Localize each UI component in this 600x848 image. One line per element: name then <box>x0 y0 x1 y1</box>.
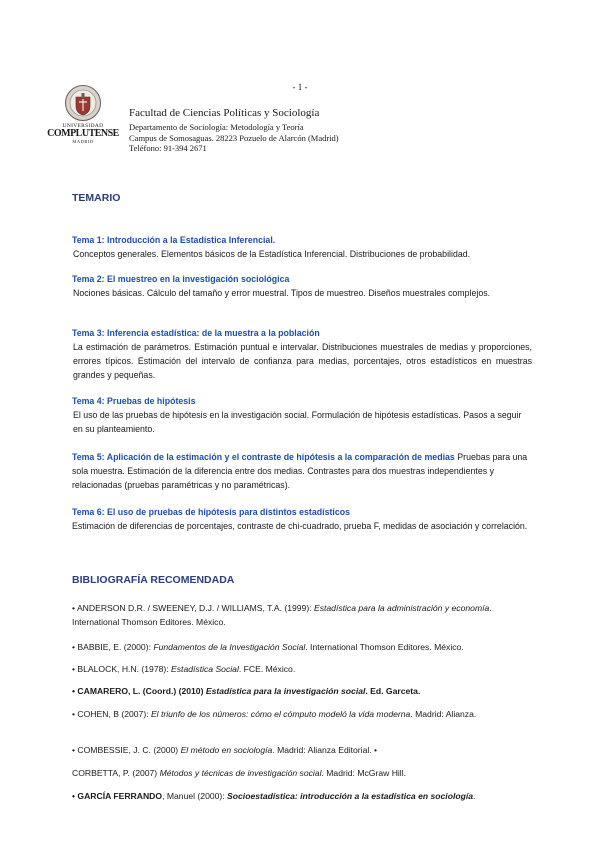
tema-title: Tema 4: Pruebas de hipótesis <box>72 396 196 406</box>
phone-number: Teléfono: 91-394 2671 <box>129 143 207 153</box>
bib-rest: . International Thomson Editores. México. <box>72 603 492 627</box>
bib-entry-6 <box>72 743 532 757</box>
bib-title: Socioestadística: introducción a la estadística en sociología <box>227 791 473 801</box>
tema-1 <box>72 233 532 261</box>
bib-title: El método en sociología <box>180 745 273 755</box>
bib-author: BLALOCK, H.N. (1978): <box>77 664 172 674</box>
bib-title: Estadística Social <box>171 664 239 674</box>
bullet-icon: • <box>72 642 76 652</box>
logo-line-complutense: COMPLUTENSE <box>47 128 119 139</box>
bib-author: COHEN, B (2007): <box>77 709 151 719</box>
bib-title: Fundamentos de la Investigación Social <box>153 642 306 652</box>
bib-entry-7 <box>72 766 532 780</box>
tema-4 <box>72 394 532 436</box>
bib-author: CAMARERO, L. (Coord.) (2010) <box>77 686 206 696</box>
temario-heading: TEMARIO <box>72 192 121 204</box>
bib-rest: . <box>473 791 476 801</box>
university-logo <box>46 84 120 150</box>
bib-author-rest: , Manuel (2000): <box>162 791 228 801</box>
bullet-icon: • <box>72 686 76 696</box>
tema-title: Tema 3: Inferencia estadística: de la muestra a la población <box>72 328 320 338</box>
tema-body: La estimación de parámetros. Estimación puntual e intervalar. Distribuciones muestrales de medias y proporciones, errores típicos. Estimación del intervalo de confianza para medias, porcentajes, otros estadísticos en muestras grandes y pequeñas. <box>73 342 532 380</box>
bib-author: GARCÍA FERRANDO <box>77 791 163 801</box>
crest-icon <box>64 84 102 122</box>
department-name: Departamento de Sociología: Metodología y Teoría <box>129 122 304 132</box>
bib-rest: . FCE. México. <box>238 664 296 674</box>
page-number: - 1 - <box>292 82 308 92</box>
bib-rest: . Madrid: Alianza. <box>410 709 477 719</box>
bullet-icon: • <box>72 709 76 719</box>
bib-rest: . Ed. Garceta. <box>365 686 421 696</box>
tema-2 <box>72 272 532 300</box>
bullet-icon: • <box>72 664 76 674</box>
bib-title: El triunfo de los números: cómo el cómputo modeló la vida moderna <box>150 709 411 719</box>
bib-rest: . Madrid: McGraw Hill. <box>321 768 407 778</box>
bib-author: CORBETTA, P. (2007) <box>72 768 160 778</box>
tema-body: Nociones básicas. Cálculo del tamaño y error muestral. Tipos de muestreo. Diseños muestrales complejos. <box>73 288 491 298</box>
tema-body: El uso de las pruebas de hipótesis en la investigación social. Formulación de hipótesis estadísticas. Pasos a seguir en su planteamiento. <box>73 410 522 434</box>
bib-author: COMBESSIE, J. C. (2000) <box>77 745 181 755</box>
tema-title: Tema 1: Introducción a la Estadística Inferencial. <box>72 235 276 245</box>
bib-title: Métodos y técnicas de investigación social <box>159 768 322 778</box>
tema-3 <box>72 326 532 382</box>
bib-entry-8 <box>72 789 532 803</box>
bullet-icon: • <box>72 603 76 613</box>
bib-title: Estadística para la administración y economía <box>313 603 490 613</box>
tema-body: Estimación de diferencias de porcentajes, contraste de chi-cuadrado, prueba F, medidas de asociación y correlación. <box>72 521 528 531</box>
tema-body: Pruebas para una sola muestra. Estimación de la diferencia entre dos medias. Contrastes para dos muestras independientes y relacionadas (pruebas paramétricas y no paramétricas). <box>72 452 528 490</box>
tema-title: Tema 6: El uso de pruebas de hipótesis para distintos estadísticos <box>72 507 350 517</box>
logo-line-madrid: MADRID <box>72 139 94 144</box>
bib-entry-4 <box>72 684 532 698</box>
bib-entry-5 <box>72 707 532 721</box>
bib-title: Estadística para la investigación social <box>205 686 366 696</box>
bib-entry-2 <box>72 640 532 654</box>
bib-rest: . International Thomson Editores. México. <box>305 642 464 652</box>
bibliografia-heading: BIBLIOGRAFÍA RECOMENDADA <box>72 574 235 586</box>
faculty-name: Facultad de Ciencias Políticas y Sociología <box>129 107 320 119</box>
logo-line-universidad: UNIVERSIDAD <box>62 123 104 129</box>
tema-title: Tema 5: Aplicación de la estimación y el contraste de hipótesis a la comparación de medias <box>72 452 455 462</box>
tema-5 <box>72 450 532 492</box>
tema-body: Conceptos generales. Elementos básicos de la Estadística Inferencial. Distribuciones de probabilidad. <box>73 249 471 259</box>
faculty-header <box>129 107 339 154</box>
tema-title: Tema 2: El muestreo en la investigación sociológica <box>72 274 290 284</box>
bib-entry-3 <box>72 662 532 676</box>
tema-6 <box>72 505 532 533</box>
bullet-icon: • <box>72 745 76 755</box>
bib-rest: . Madrid: Alianza Editorial. • <box>272 745 378 755</box>
bib-author: BABBIE, E. (2000): <box>77 642 154 652</box>
bib-author: ANDERSON D.R. / SWEENEY, D.J. / WILLIAMS, T.A. (1999): <box>76 603 314 613</box>
bullet-icon: • <box>72 791 76 801</box>
campus-address: Campus de Somosaguas. 28223 Pozuelo de Alarcón (Madrid) <box>129 132 339 143</box>
bib-entry-1 <box>72 601 532 629</box>
